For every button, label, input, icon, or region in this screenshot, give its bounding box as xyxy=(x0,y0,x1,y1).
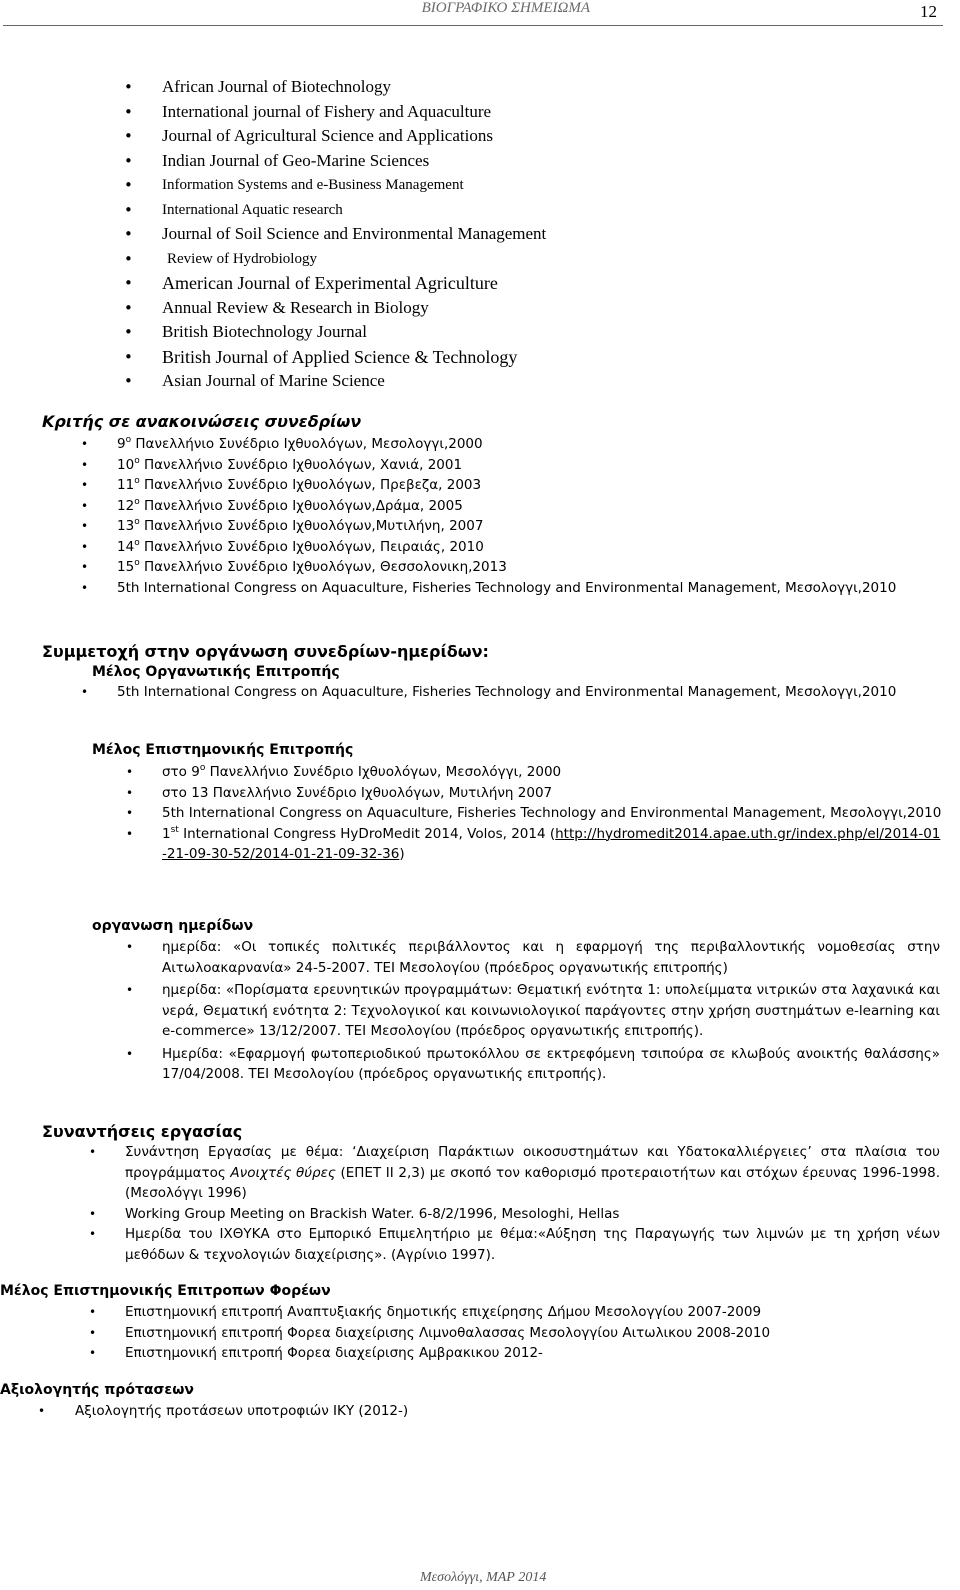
header-rule xyxy=(3,25,943,26)
page-number: 12 xyxy=(920,2,937,21)
sci-committee-list xyxy=(162,762,942,865)
list-item: • Ημερίδα του ΙΧΘΥΚΑ στο Εμπορικό Επιμελητήριο με θέμα:«Αύξηση της Παραγωγής των λιμνών με τη χρήση νέων μεθόδων & τεχνολογιών διαχείρισης». (Αγρίνιο 1997). xyxy=(125,1224,940,1265)
list-item: • African Journal of Biotechnology xyxy=(162,75,922,100)
list-item: • Επιστημονική επιτροπή Φορεα διαχείρισης Αμβρακικου 2012- xyxy=(125,1343,925,1364)
list-item: • Journal of Agricultural Science and Applications xyxy=(162,124,922,149)
list-item: • 1st International Congress HyDroMedit 2014, Volos, 2014 (http://hydromedit2014.apae.uth.gr/index.php/el/2014-01-21-09-30-52/2014-01-21-09-32-36) xyxy=(162,824,942,865)
organization-heading: Συμμετοχή στην οργάνωση συνεδρίων-ημερίδων: xyxy=(42,642,489,661)
list-item: • Ημερίδα: «Εφαρμογή φωτοπεριοδικού πρωτοκόλλου σε εκτρεφόμενη τσιπούρα σε κλωβούς ανοικτής θαλάσσης» 17/04/2008. ΤΕΙ Μεσολογίου (πρόεδρος οργανωτικής επιτροπής). xyxy=(162,1044,940,1085)
list-item: • Review of Hydrobiology xyxy=(162,247,922,272)
list-item: • $10^o$ Πανελλήνιο Συνέδριο Ιχθυολόγων, Χανιά, 2001 xyxy=(117,455,937,476)
list-item: • $14^o$ Πανελλήνιο Συνέδριο Ιχθυολόγων, Πειραιάς, 2010 xyxy=(117,537,937,558)
list-item: • Αξιολογητής προτάσεων υποτροφιών ΙΚΥ (2012-) xyxy=(75,1401,875,1422)
hydromedit-link[interactable]: http://hydromedit2014.apae.uth.gr/index.php/el/2014-01-21-09-30-52/2014-01-21-09-32-36 xyxy=(162,825,941,862)
list-item: • International Aquatic research xyxy=(162,198,922,223)
list-item: • Επιστημονική επιτροπή Αναπτυξιακής δημοτικής επιχείρησης Δήμου Μεσολογγίου 2007-2009 xyxy=(125,1302,925,1323)
sci-committee-heading: Μέλος Επιστημονικής Επιτροπής xyxy=(92,742,354,758)
list-item: • 5th International Congress on Aquaculture, Fisheries Technology and Environmental Management, Μεσολογγι,2010 xyxy=(117,578,937,599)
org-committee-heading: Μέλος Οργανωτικής Επιτροπής xyxy=(92,664,340,680)
list-item: • στο 13 Πανελλήνιο Συνέδριο Ιχθυολόγων, Μυτιλήνη 2007 xyxy=(162,783,942,804)
evaluator-list xyxy=(75,1401,875,1422)
list-item: • Συνάντηση Εργασίας με θέμα: ‘Διαχείριση Παράκτιων οικοσυστημάτων και Υδατοκαλλιέργειες’ στα πλαίσια του προγράμματος Ανοιχτές θύρες (ΕΠΕΤ ΙΙ 2,3) με σκοπό τον καθορισμό προτεραιοτήτων και στόχων έρευνας 1996-1998. (Μεσολόγγι 1996) xyxy=(125,1142,940,1204)
bodies-list xyxy=(125,1302,925,1364)
meetings-heading: Συναντήσεις εργασίας xyxy=(42,1122,243,1141)
list-item: • Indian Journal of Geo-Marine Sciences xyxy=(162,149,922,174)
list-item: • Information Systems and e-Business Management xyxy=(162,173,922,198)
meetings-list xyxy=(125,1142,940,1265)
list-item: • $12^o$ Πανελλήνιο Συνέδριο Ιχθυολόγων,Δράμα, 2005 xyxy=(117,496,937,517)
list-item: • Annual Review & Research in Biology xyxy=(162,296,922,321)
footer: Μεσολόγγι, ΜΑΡ 2014 xyxy=(420,1570,547,1585)
journal-list xyxy=(162,75,922,394)
list-item: • British Journal of Applied Science & Technology xyxy=(162,345,922,370)
bodies-heading: Μέλος Επιστημονικής Επιτροπων Φορέων xyxy=(0,1283,331,1299)
org-committee-list xyxy=(117,682,937,703)
list-item: • 5th International Congress on Aquaculture, Fisheries Technology and Environmental Management, Μεσολογγι,2010 xyxy=(117,682,937,703)
list-item: • $15^o$ Πανελλήνιο Συνέδριο Ιχθυολόγων, Θεσσολονικη,2013 xyxy=(117,557,937,578)
evaluator-heading: Αξιολογητής πρότασεων xyxy=(0,1382,194,1398)
list-item: • ημερίδα: «Πορίσματα ερευνητικών προγραμμάτων: Θεματική ενότητα 1: υπολείμματα νιτρικών στα λαχανικά και νερά, Θεματική ενότητα 2: Τεχνολογικοί και κοινωνιολογικοί παράγοντες στην χρήση συστημάτων e-learning και e-commerce» 13/12/2007. ΤΕΙ Μεσολογίου (πρόεδρος οργανωτικής επιτροπής). xyxy=(162,980,940,1042)
list-item: • 5th International Congress on Aquaculture, Fisheries Technology and Environmental Management, Μεσολογγι,2010 xyxy=(162,803,942,824)
list-item: • Asian Journal of Marine Science xyxy=(162,369,922,394)
list-item: • στο $9^o$ Πανελλήνιο Συνέδριο Ιχθυολόγων, Μεσολόγγι, 2000 xyxy=(162,762,942,783)
referee-heading: Κριτής σε ανακοινώσεις συνεδρίων xyxy=(42,412,362,431)
list-item: • Journal of Soil Science and Environmental Management xyxy=(162,222,922,247)
list-item: • $11^o$ Πανελλήνιο Συνέδριο Ιχθυολόγων, Πρεβεζα, 2003 xyxy=(117,475,937,496)
workshops-list xyxy=(162,937,940,1085)
workshops-heading: οργανωση ημερίδων xyxy=(92,918,254,934)
list-item: • British Biotechnology Journal xyxy=(162,320,922,345)
referee-list xyxy=(117,434,937,598)
list-item: • ημερίδα: «Οι τοπικές πολιτικές περιβάλλοντος και η εφαρμογή της περιβαλλοντικής νομοθεσίας στην Αιτωλοακαρνανία» 24-5-2007. ΤΕΙ Μεσολογίου (πρόεδρος οργανωτικής επιτροπής) xyxy=(162,937,940,978)
list-item: • American Journal of Experimental Agriculture xyxy=(162,271,922,296)
list-item: • International journal of Fishery and Aquaculture xyxy=(162,100,922,125)
list-item: • Επιστημονική επιτροπή Φορεα διαχείρισης Λιμνοθαλασσας Μεσολογγίου Αιτωλικου 2008-2010 xyxy=(125,1323,925,1344)
list-item: • $13^o$ Πανελλήνιο Συνέδριο Ιχθυολόγων,Μυτιλήνη, 2007 xyxy=(117,516,937,537)
header-title: ΒΙΟΓΡΑΦΙΚΟ ΣΗΜΕΙΩΜΑ xyxy=(421,0,590,16)
list-item: • Working Group Meeting on Brackish Water. 6-8/2/1996, Mesologhi, Hellas xyxy=(125,1204,940,1225)
list-item: • $9^o$ Πανελλήνιο Συνέδριο Ιχθυολόγων, Μεσολογγι,2000 xyxy=(117,434,937,455)
